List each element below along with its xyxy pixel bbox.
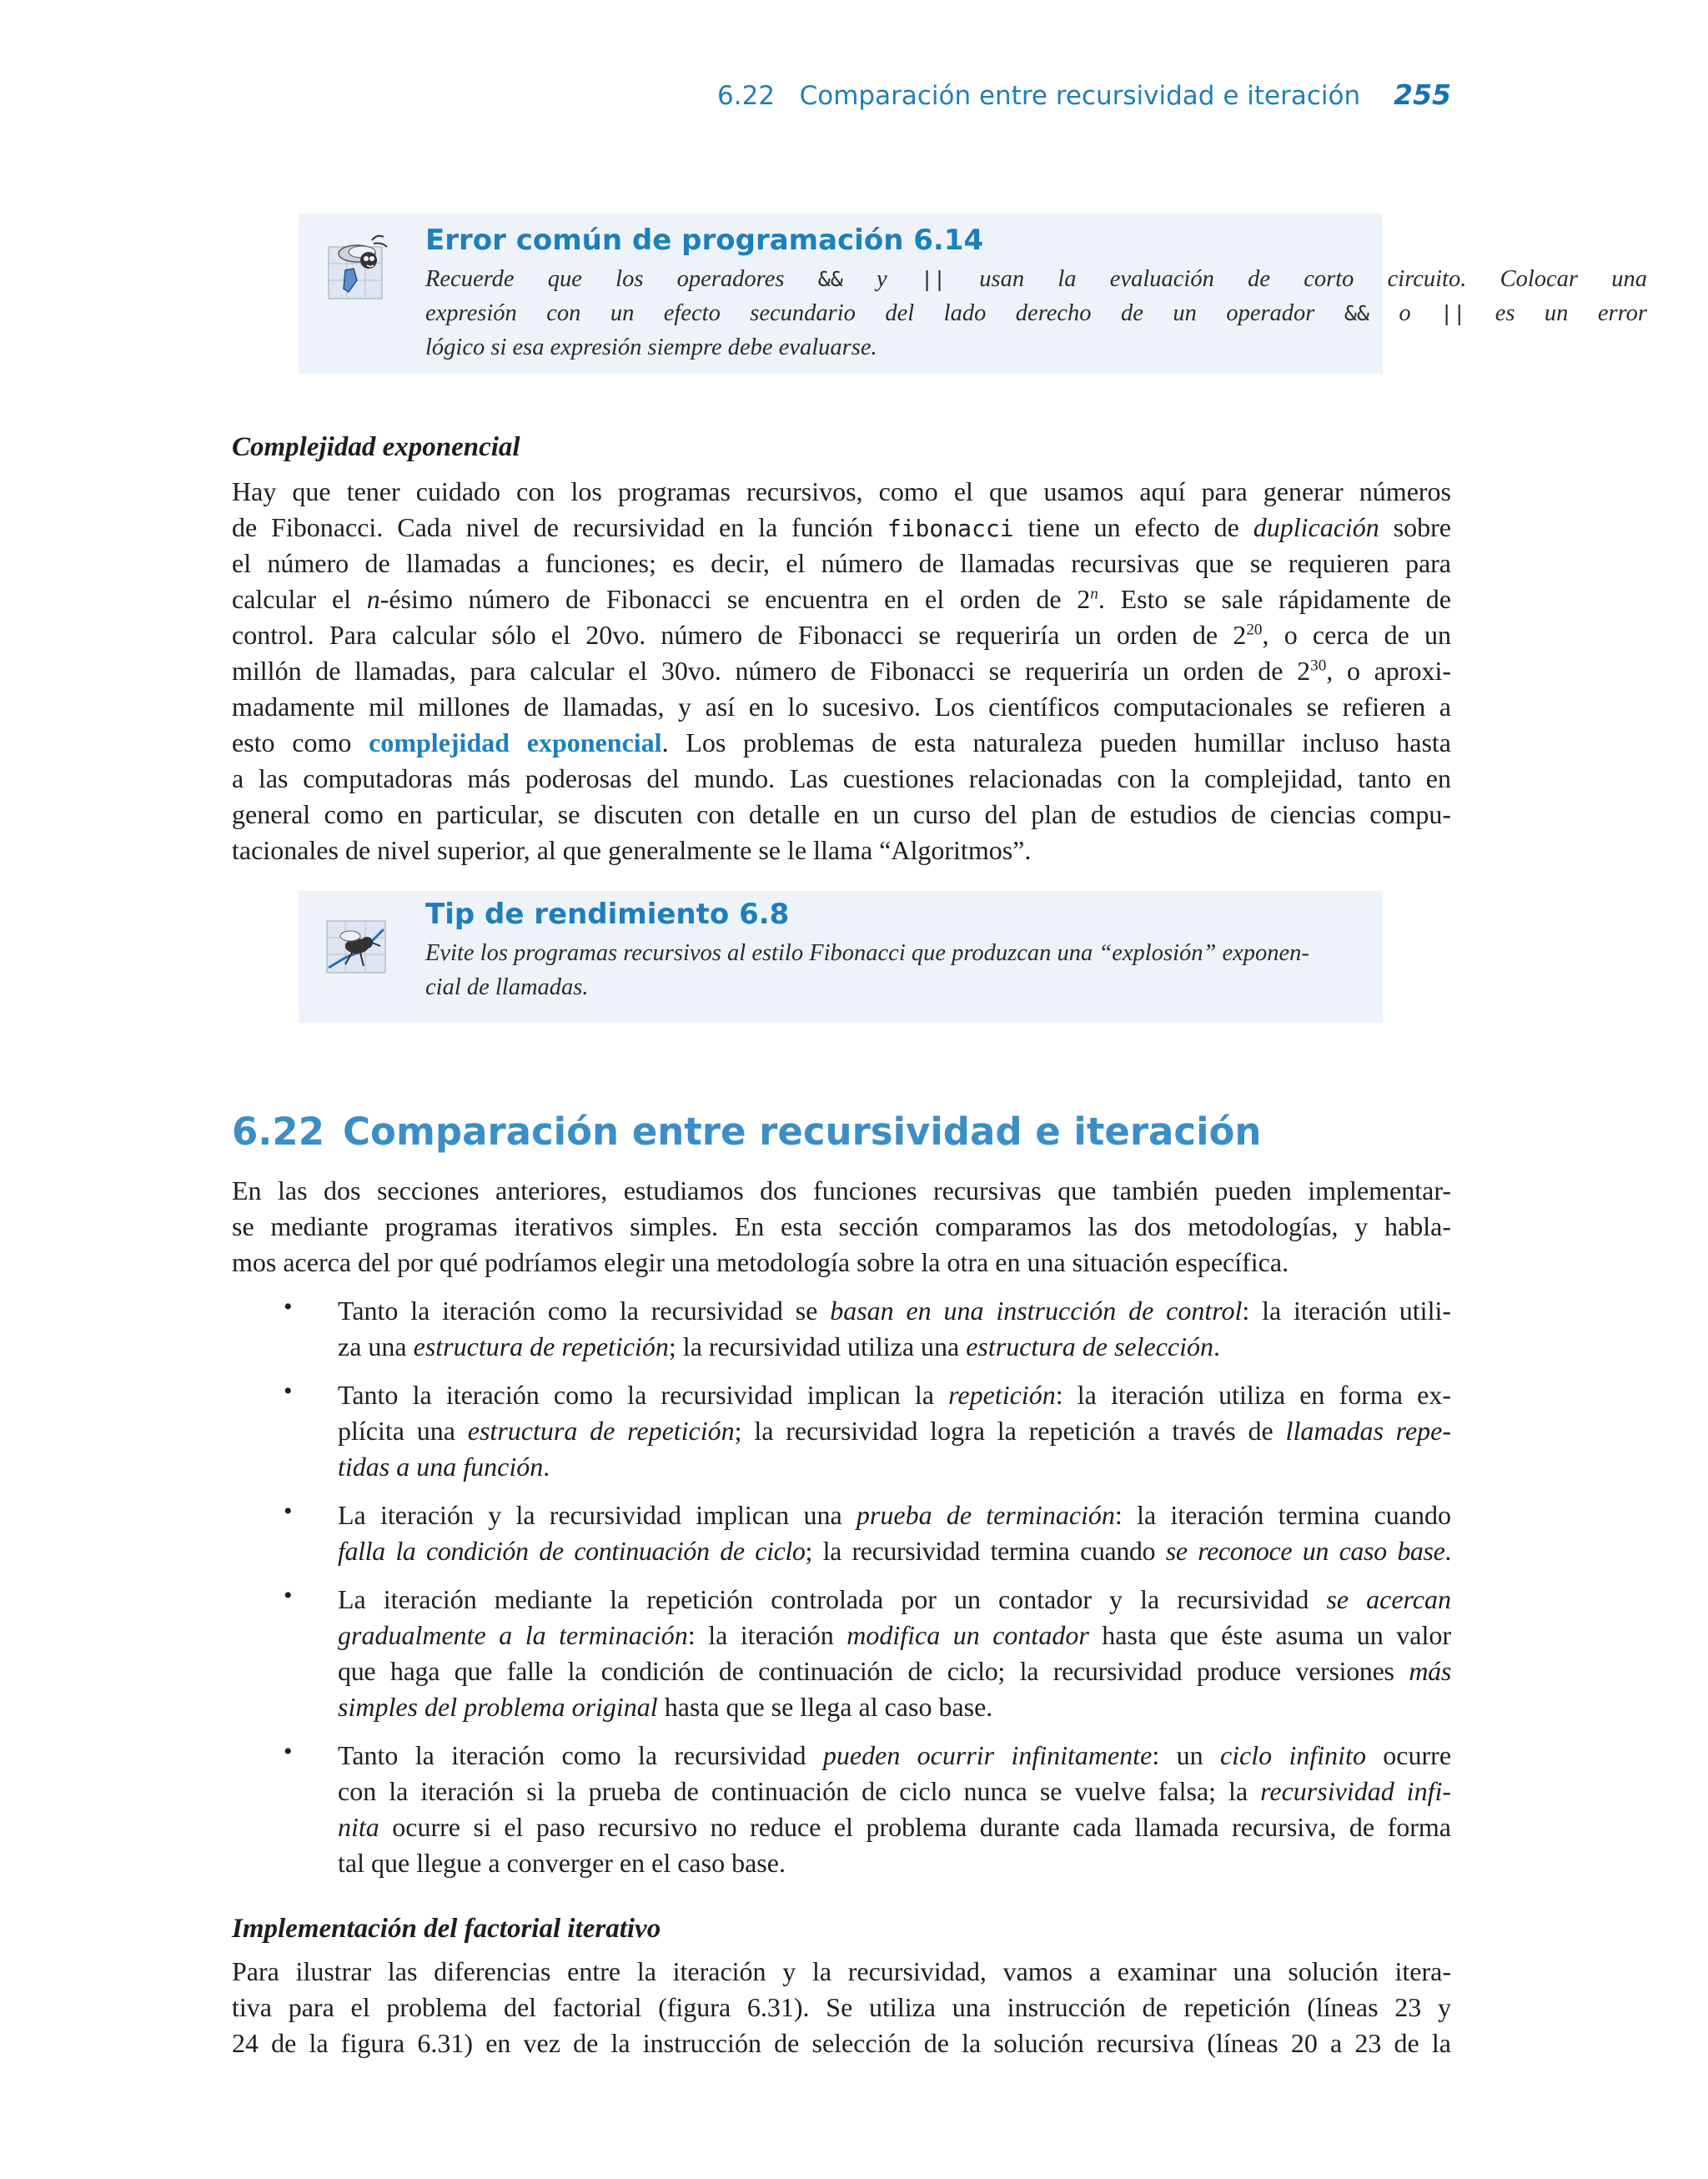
bullet-line: con la iteración si la prueba de continuación de ciclo nunca se vuelve falsa; la recursividad infi- — [338, 1776, 1451, 1806]
body-line: calcular el n-ésimo número de Fibonacci se encuentra en el orden de 2$^n$. Esto se sale rápidamente de — [232, 584, 1452, 614]
keyword-exponential-complexity: complejidad exponencial — [369, 727, 662, 757]
error-tip-line: Recuerde que los operadores && y || usan la evaluación de corto circuito. Colocar una — [425, 266, 1648, 292]
bullet-line: za una estructura de repetición; la recursividad utiliza una estructura de selección. — [338, 1331, 1221, 1361]
section-title: Comparación entre recursividad e iteración — [343, 1110, 1262, 1154]
error-tip-line: expresión con un efecto secundario del lado derecho de un operador && o || es un error — [425, 300, 1648, 326]
body-line: mos acerca del por qué podríamos elegir una metodología sobre la otra en una situación específica. — [232, 1247, 1289, 1277]
bullet-line: tal que llegue a converger en el caso base. — [338, 1848, 786, 1878]
bullet-line: que haga que falle la condición de continuación de ciclo; la recursividad produce versiones más — [338, 1656, 1451, 1686]
body-line: a las computadoras más poderosas del mundo. Las cuestiones relacionadas con la complejidad, tanto en — [232, 763, 1451, 793]
body-line: el número de llamadas a funciones; es decir, el número de llamadas recursivas que se requieren para — [232, 548, 1451, 578]
bullet-line: nita ocurre si el paso recursivo no reduce el problema durante cada llamada recursiva, de forma — [338, 1812, 1451, 1842]
running-header-section: 6.22 Comparación entre recursividad e iteración — [717, 81, 1361, 111]
body-line: millón de llamadas, para calcular el 30vo. número de Fibonacci se requeriría un orden de $2^{30}$, o aproxi- — [232, 656, 1452, 686]
body-line: Hay que tener cuidado con los programas recursivos, como el que usamos aquí para generar números — [232, 476, 1451, 506]
bullet-marker: • — [284, 1497, 293, 1525]
bullet-line: La iteración y la recursividad implican una prueba de terminación: la iteración termina cuando — [338, 1500, 1452, 1530]
bullet-line: plícita una estructura de repetición; la recursividad logra la repetición a través de llamadas repe- — [338, 1416, 1452, 1446]
subheading-complexity: Complejidad exponencial — [232, 432, 520, 462]
error-tip-title: Error común de programación 6.14 — [425, 224, 984, 257]
bullet-marker: • — [284, 1582, 293, 1609]
error-tip-box — [299, 214, 1648, 374]
body-line: general como en particular, se discuten con detalle en un curso del plan de estudios de ciencias compu- — [232, 799, 1451, 829]
subheading-iterative-factorial: Implementación del factorial iterativo — [232, 1914, 661, 1944]
page-number: 255 — [1394, 78, 1451, 111]
running-header — [717, 78, 1451, 111]
bullet-line: Tanto la iteración como la recursividad se basan en una instrucción de control: la iteración utili- — [338, 1296, 1452, 1326]
body-line: madamente mil millones de llamadas, y así en lo sucesivo. Los científicos computacionales se refieren a — [232, 692, 1451, 722]
body-line: 24 de la figura 6.31) en vez de la instrucción de selección de la solución recursiva (líneas 20 a 23 de la — [232, 2028, 1451, 2058]
bullet-line: simples del problema original hasta que se llega al caso base. — [338, 1692, 993, 1722]
body-line: tacionales de nivel superior, al que generalmente se le llama “Algoritmos”. — [232, 835, 1032, 865]
performance-tip-title: Tip de rendimiento 6.8 — [425, 898, 790, 931]
error-tip-line: lógico si esa expresión siempre debe evaluarse. — [425, 335, 877, 360]
body-line: Para ilustrar las diferencias entre la iteración y la recursividad, vamos a examinar una solución itera- — [232, 1956, 1451, 1986]
error-tip-body — [425, 262, 1647, 365]
body-line: esto como complejidad exponencial. Los problemas de esta naturaleza pueden humillar incluso hasta — [232, 727, 1452, 757]
bullet-marker: • — [284, 1293, 293, 1321]
bullet-line: La iteración mediante la repetición controlada por un contador y la recursividad se acercan — [338, 1584, 1452, 1614]
bullet-line: gradualmente a la terminación: la iteración modifica un contador hasta que éste asuma un valor — [338, 1620, 1452, 1650]
body-line: En las dos secciones anteriores, estudiamos dos funciones recursivas que también pueden implementar- — [232, 1175, 1451, 1205]
bullet-line: tidas a una función. — [338, 1452, 550, 1482]
bullet-marker: • — [284, 1377, 293, 1405]
section-heading — [232, 1110, 1261, 1154]
bullet-marker: • — [284, 1738, 293, 1765]
performance-tip-box — [299, 891, 1383, 1023]
body-line: tiva para el problema del factorial (figura 6.31). Se utiliza una instrucción de repetición (líneas 23 y — [232, 1992, 1451, 2022]
section-number: 6.22 — [232, 1110, 325, 1154]
body-line: se mediante programas iterativos simples. En esta sección comparamos las dos metodologías, y habla- — [232, 1211, 1451, 1241]
performance-tip-line: Evite los programas recursivos al estilo Fibonacci que produzcan una “explosión” exponen- — [425, 940, 1309, 966]
performance-tip-body — [425, 936, 1647, 1004]
fly-on-graph-icon — [320, 909, 397, 986]
body-line: control. Para calcular sólo el 20vo. número de Fibonacci se requeriría un orden de $2^{20}$, o cerca de un — [232, 620, 1452, 650]
bullet-line: Tanto la iteración como la recursividad implican la repetición: la iteración utiliza en forma ex- — [338, 1380, 1452, 1410]
bullet-line: falla la condición de continuación de ciclo; la recursividad termina cuando se reconoce un caso base. — [338, 1536, 1451, 1566]
bullet-line: Tanto la iteración como la recursividad pueden ocurrir infinitamente: un ciclo infinito ocurre — [338, 1740, 1452, 1770]
performance-tip-line: cial de llamadas. — [425, 974, 589, 1000]
body-line: de Fibonacci. Cada nivel de recursividad en la función fibonacci tiene un efecto de duplicación sobre — [232, 512, 1452, 542]
bug-thumbs-down-icon — [320, 232, 397, 309]
